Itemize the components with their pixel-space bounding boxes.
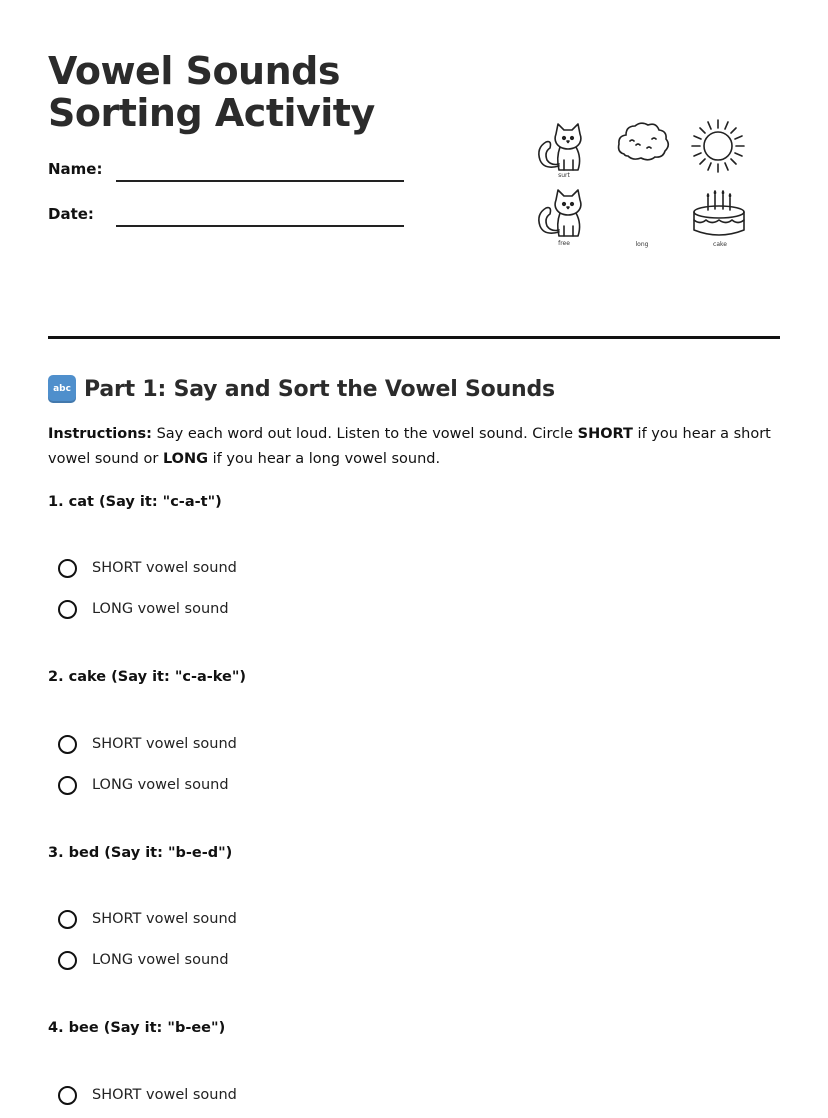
date-label: Date: (48, 205, 94, 223)
question-4-prompt: 4. bee (Say it: "b-ee") (48, 1020, 226, 1036)
caption-cake: cake (713, 241, 727, 248)
page-title: Vowel Sounds Sorting Activity (48, 49, 375, 135)
radio-button[interactable] (58, 600, 77, 619)
question-2-option-long[interactable] (58, 773, 229, 797)
question-1-prompt: 1. cat (Say it: "c-a-t") (48, 494, 222, 510)
question-1-option-short[interactable] (58, 556, 237, 580)
question-3-prompt: 3. bed (Say it: "b-e-d") (48, 845, 233, 861)
option-label: LONG vowel sound (92, 777, 229, 793)
part1-heading (48, 374, 555, 404)
cloud-picture-icon (614, 118, 672, 164)
option-label: SHORT vowel sound (92, 560, 237, 576)
radio-button[interactable] (58, 951, 77, 970)
radio-button[interactable] (58, 735, 77, 754)
question-2-option-short[interactable] (58, 732, 237, 756)
question-2-prompt: 2. cake (Say it: "c-a-ke") (48, 669, 247, 685)
radio-button[interactable] (58, 776, 77, 795)
abc-icon: abc (48, 375, 76, 403)
name-field[interactable] (48, 160, 408, 190)
radio-button[interactable] (58, 559, 77, 578)
instructions (48, 422, 788, 472)
instructions-text-2: if you hear a short vowel sound or (48, 426, 771, 467)
question-3-option-short[interactable] (58, 907, 237, 931)
caption-free: free (558, 240, 570, 247)
date-field[interactable] (48, 205, 408, 235)
cake-picture-icon (688, 188, 750, 240)
cat-picture-icon (526, 120, 588, 176)
radio-button[interactable] (58, 910, 77, 929)
sun-picture-icon (688, 116, 748, 176)
option-label: LONG vowel sound (92, 601, 229, 617)
question-1-option-long[interactable] (58, 597, 229, 621)
instructions-text-1: Say each word out loud. Listen to the vowel sound. Circle (151, 426, 578, 442)
question-4-option-short[interactable] (58, 1083, 237, 1107)
vowel-pictures (522, 112, 758, 254)
date-write-line[interactable] (116, 225, 404, 227)
option-label: SHORT vowel sound (92, 736, 237, 752)
caption-long: long (635, 241, 649, 248)
question-3-option-long[interactable] (58, 948, 229, 972)
name-write-line[interactable] (116, 180, 404, 182)
name-label: Name: (48, 160, 103, 178)
caption-surt: surt (558, 172, 570, 179)
instructions-lead: Instructions: (48, 426, 152, 442)
cat-picture-icon-2 (528, 186, 590, 242)
option-label: SHORT vowel sound (92, 911, 237, 927)
part1-title: Part 1: Say and Sort the Vowel Sounds (84, 376, 555, 402)
instructions-text-3: if you hear a long vowel sound. (208, 451, 441, 467)
section-divider (48, 336, 780, 339)
option-label: SHORT vowel sound (92, 1087, 237, 1103)
option-label: LONG vowel sound (92, 952, 229, 968)
radio-button[interactable] (58, 1086, 77, 1105)
instructions-short-word: SHORT (577, 426, 633, 442)
instructions-long-word: LONG (162, 451, 209, 467)
